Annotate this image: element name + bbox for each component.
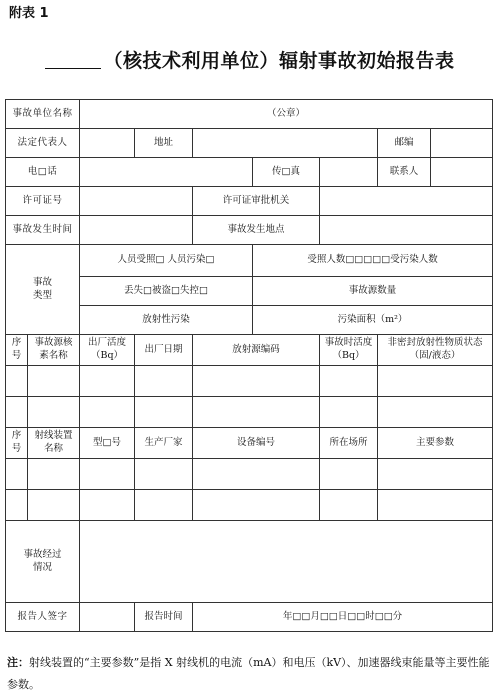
src-col-accident-activity: 事故时活度（Bq） [320, 335, 378, 366]
unit-name-blank[interactable] [45, 68, 101, 69]
process-label: 事故经过 情况 [6, 521, 80, 603]
occur-time-label: 事故发生时间 [6, 216, 80, 245]
note-prefix: 注： [7, 656, 29, 669]
src-col-factory-date: 出厂日期 [135, 335, 193, 366]
src-col-nuclide: 事故源核素名称 [28, 335, 80, 366]
unit-name-label: 事故单位名称 [6, 100, 80, 129]
dev-col-device-no: 设备编号 [193, 428, 320, 459]
report-time-label: 报告时间 [135, 603, 193, 632]
type-personnel-option[interactable]: 人员受照□ 人员污染□ [80, 245, 253, 277]
source-row [6, 397, 493, 428]
contact-label: 联系人 [378, 158, 431, 187]
fax-label: 传□真 [253, 158, 320, 187]
license-no-label: 许可证号 [6, 187, 80, 216]
address-label: 地址 [135, 129, 193, 158]
address-field[interactable] [193, 129, 378, 158]
src-col-state: 非密封放射性物质状态（固/液态） [378, 335, 493, 366]
reporter-signature-field[interactable] [80, 603, 135, 632]
footnote [7, 652, 493, 696]
phone-label: 电□话 [6, 158, 80, 187]
occur-time-field[interactable] [80, 216, 193, 245]
legal-rep-field[interactable] [80, 129, 135, 158]
seal-hint: （公章） [267, 107, 306, 119]
occur-place-label: 事故发生地点 [193, 216, 320, 245]
occur-place-field[interactable] [320, 216, 493, 245]
process-field[interactable] [80, 521, 493, 603]
type-contam-option[interactable]: 放射性污染 [80, 306, 253, 335]
contact-field[interactable] [431, 158, 493, 187]
legal-rep-label: 法定代表人 [6, 129, 80, 158]
report-time-field[interactable]: 年□□月□□日□□时□□分 [193, 603, 493, 632]
src-col-no: 序号 [6, 335, 28, 366]
dev-col-device-name: 射线装置名称 [28, 428, 80, 459]
form-title [0, 46, 500, 73]
title-text: （核技术利用单位）辐射事故初始报告表 [103, 50, 455, 72]
contam-area-field[interactable]: 污染面积（m²） [253, 306, 493, 335]
reporter-label: 报告人签字 [6, 603, 80, 632]
source-qty-field[interactable]: 事故源数量 [253, 277, 493, 306]
note-text: 射线装置的“主要参数”是指 X 射线机的电流（mA）和电压（kV）、加速器线束能量等主要性能参数。 [7, 656, 490, 691]
license-authority-field[interactable] [320, 187, 493, 216]
postcode-field[interactable] [431, 129, 493, 158]
fax-field[interactable] [320, 158, 378, 187]
dev-col-no: 序号 [6, 428, 28, 459]
accident-type-label: 事故 类型 [6, 245, 80, 335]
exposed-count-field[interactable]: 受照人数□□□□□受污染人数 [253, 245, 493, 277]
license-no-field[interactable] [80, 187, 193, 216]
postcode-label: 邮编 [378, 129, 431, 158]
src-col-source-code: 放射源编码 [193, 335, 320, 366]
phone-field[interactable] [80, 158, 253, 187]
src-col-factory-activity: 出厂活度（Bq） [80, 335, 135, 366]
license-authority-label: 许可证审批机关 [193, 187, 320, 216]
type-lost-option[interactable]: 丢失□被盗□失控□ [80, 277, 253, 306]
appendix-label: 附表 1 [9, 6, 49, 21]
unit-name-field[interactable] [80, 100, 493, 129]
accident-report-form [5, 99, 493, 632]
source-row [6, 366, 493, 397]
dev-col-main-params: 主要参数 [378, 428, 493, 459]
dev-col-manufacturer: 生产厂家 [135, 428, 193, 459]
device-row [6, 459, 493, 490]
dev-col-location: 所在场所 [320, 428, 378, 459]
dev-col-model: 型□号 [80, 428, 135, 459]
device-row [6, 490, 493, 521]
